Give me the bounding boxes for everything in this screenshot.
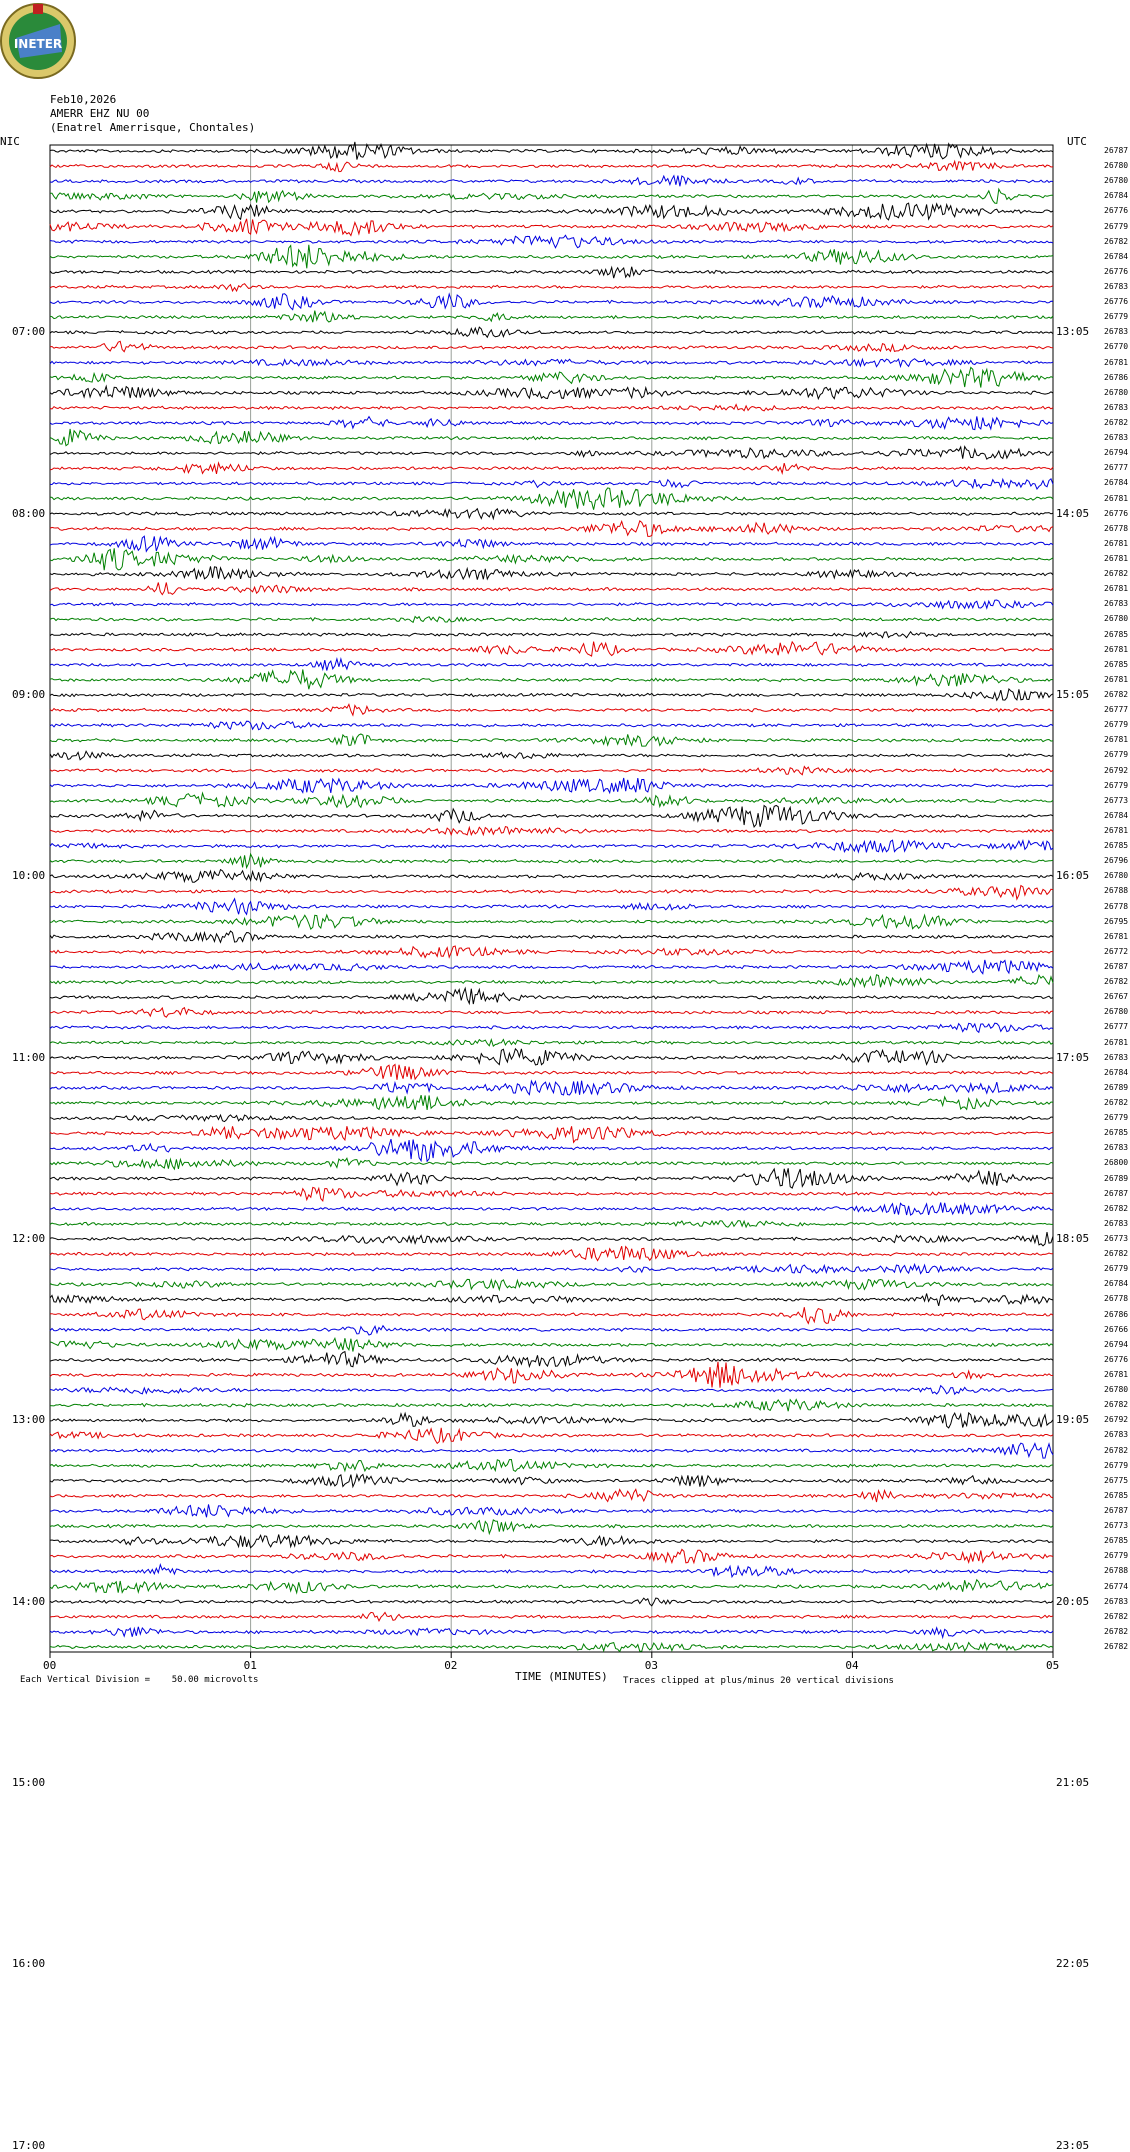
trace-value-label: 26789 bbox=[1104, 1173, 1129, 1183]
trace-value-label: 26792 bbox=[1104, 765, 1129, 775]
trace-value-label: 26777 bbox=[1104, 1022, 1129, 1032]
trace-line bbox=[50, 447, 1053, 460]
trace-line bbox=[50, 899, 1053, 915]
trace-line bbox=[50, 1428, 1053, 1444]
trace-line bbox=[50, 1065, 1053, 1080]
trace-line bbox=[50, 1049, 1053, 1065]
trace-value-label: 26780 bbox=[1104, 1007, 1129, 1017]
trace-line bbox=[50, 975, 1053, 988]
trace-line bbox=[50, 311, 1053, 323]
right-time-label: 16:05 bbox=[1056, 869, 1090, 883]
trace-line bbox=[50, 1362, 1053, 1388]
trace-value-label: 26784 bbox=[1104, 1279, 1129, 1289]
trace-line bbox=[50, 827, 1053, 835]
scale-note: Each Vertical Division = 50.00 microvolts bbox=[20, 1675, 259, 1685]
trace-line bbox=[50, 1580, 1053, 1593]
trace-line bbox=[50, 386, 1053, 398]
trace-value-label: 26782 bbox=[1104, 1098, 1129, 1107]
trace-value-label: 26788 bbox=[1104, 1566, 1129, 1576]
left-time-label: 13:00 bbox=[12, 1413, 46, 1427]
trace-line bbox=[50, 988, 1053, 1004]
trace-line bbox=[50, 536, 1053, 551]
trace-line bbox=[50, 1139, 1053, 1161]
trace-line bbox=[50, 1338, 1053, 1351]
trace-value-label: 26781 bbox=[1104, 826, 1129, 835]
trace-line bbox=[50, 1168, 1053, 1188]
trace-value-label: 26800 bbox=[1104, 1158, 1129, 1168]
trace-value-label: 26772 bbox=[1104, 946, 1129, 956]
trace-value-label: 26780 bbox=[1104, 871, 1129, 881]
trace-value-label: 26774 bbox=[1104, 1581, 1129, 1591]
trace-line bbox=[50, 734, 1053, 746]
trace-value-label: 26784 bbox=[1104, 810, 1129, 820]
trace-value-label: 26782 bbox=[1104, 1642, 1129, 1651]
trace-line bbox=[50, 778, 1053, 793]
trace-line bbox=[50, 327, 1053, 337]
trace-line bbox=[50, 1627, 1053, 1638]
trace-value-label: 26783 bbox=[1104, 1596, 1129, 1606]
trace-value-label: 26788 bbox=[1104, 886, 1129, 896]
trace-line bbox=[50, 1643, 1053, 1652]
trace-line bbox=[50, 751, 1053, 759]
left-time-label: 16:00 bbox=[12, 1957, 46, 1971]
trace-line bbox=[50, 463, 1053, 474]
trace-line bbox=[50, 1095, 1053, 1110]
trace-value-label: 26782 bbox=[1104, 569, 1129, 579]
trace-value-label: 26767 bbox=[1104, 992, 1129, 1002]
trace-line bbox=[50, 854, 1053, 868]
trace-value-label: 26783 bbox=[1104, 599, 1129, 609]
trace-value-label: 26776 bbox=[1104, 508, 1129, 518]
trace-value-label: 26782 bbox=[1104, 977, 1129, 987]
trace-value-label: 26776 bbox=[1104, 297, 1129, 307]
right-time-label: 20:05 bbox=[1056, 1594, 1090, 1608]
left-time-label: 12:00 bbox=[12, 1232, 46, 1245]
x-tick-label: 00 bbox=[43, 1659, 57, 1672]
trace-value-label: 26766 bbox=[1104, 1324, 1129, 1334]
x-tick-label: 04 bbox=[845, 1659, 859, 1672]
trace-value-label: 26783 bbox=[1104, 402, 1129, 412]
trace-line bbox=[50, 721, 1053, 730]
trace-line bbox=[50, 1598, 1053, 1606]
trace-value-label: 26782 bbox=[1104, 1611, 1129, 1621]
trace-line bbox=[50, 793, 1053, 807]
trace-value-label: 26783 bbox=[1104, 282, 1129, 291]
trace-value-label: 26785 bbox=[1104, 1128, 1129, 1138]
trace-value-label: 26783 bbox=[1104, 1218, 1129, 1228]
trace-line bbox=[50, 915, 1053, 929]
trace-value-label: 26782 bbox=[1104, 1445, 1129, 1455]
trace-value-label: 26781 bbox=[1104, 554, 1129, 563]
trace-line bbox=[50, 886, 1053, 900]
trace-value-label: 26787 bbox=[1104, 1506, 1129, 1515]
trace-line bbox=[50, 617, 1053, 623]
right-time-label: 15:05 bbox=[1056, 688, 1090, 701]
trace-line bbox=[50, 670, 1053, 690]
trace-value-label: 26779 bbox=[1104, 1264, 1129, 1274]
trace-line bbox=[50, 1279, 1053, 1289]
location-label: (Enatrel Amerrisque, Chontales) bbox=[50, 121, 256, 134]
trace-line bbox=[50, 219, 1053, 236]
trace-value-label: 26783 bbox=[1104, 1052, 1129, 1062]
trace-value-label: 26779 bbox=[1104, 312, 1129, 322]
trace-value-label: 26778 bbox=[1104, 523, 1129, 533]
trace-line bbox=[50, 632, 1053, 638]
trace-line bbox=[50, 176, 1053, 187]
trace-value-label: 26796 bbox=[1104, 856, 1129, 866]
trace-value-label: 26789 bbox=[1104, 1082, 1129, 1092]
trace-line bbox=[50, 1158, 1053, 1169]
right-time-label: 19:05 bbox=[1056, 1413, 1090, 1427]
trace-value-label: 26779 bbox=[1104, 1460, 1129, 1470]
trace-value-label: 26787 bbox=[1104, 1188, 1129, 1198]
trace-line bbox=[50, 405, 1053, 411]
trace-line bbox=[50, 805, 1053, 827]
trace-line bbox=[50, 870, 1053, 883]
trace-value-label: 26777 bbox=[1104, 705, 1129, 715]
trace-line bbox=[50, 1115, 1053, 1122]
trace-value-label: 26782 bbox=[1104, 236, 1129, 246]
trace-value-label: 26786 bbox=[1104, 372, 1129, 382]
trace-value-label: 26781 bbox=[1104, 493, 1129, 503]
trace-value-label: 26778 bbox=[1104, 901, 1129, 911]
trace-line bbox=[50, 600, 1053, 608]
trace-line bbox=[50, 235, 1053, 247]
trace-value-label: 26786 bbox=[1104, 1309, 1129, 1319]
trace-value-label: 26783 bbox=[1104, 433, 1129, 443]
trace-line bbox=[50, 642, 1053, 657]
trace-value-label: 26779 bbox=[1104, 720, 1129, 730]
trace-value-label: 26794 bbox=[1104, 1339, 1129, 1349]
trace-value-label: 26779 bbox=[1104, 1113, 1129, 1123]
right-time-label: 14:05 bbox=[1056, 506, 1090, 520]
trace-value-label: 26782 bbox=[1104, 1249, 1129, 1259]
trace-line bbox=[50, 1294, 1053, 1306]
trace-line bbox=[50, 1475, 1053, 1487]
trace-value-label: 26779 bbox=[1104, 1551, 1129, 1561]
trace-value-label: 26783 bbox=[1104, 1143, 1129, 1153]
trace-line bbox=[50, 931, 1053, 942]
trace-value-label: 26782 bbox=[1104, 418, 1129, 427]
trace-value-label: 26785 bbox=[1104, 659, 1129, 669]
right-time-label: 18:05 bbox=[1056, 1232, 1090, 1245]
right-zone-label: UTC bbox=[1067, 135, 1087, 148]
x-tick-label: 01 bbox=[243, 1659, 257, 1672]
trace-value-label: 26780 bbox=[1104, 1385, 1129, 1395]
trace-value-label: 26776 bbox=[1104, 266, 1129, 276]
trace-line bbox=[50, 767, 1053, 775]
trace-line bbox=[50, 161, 1053, 171]
trace-value-label: 26785 bbox=[1104, 1536, 1129, 1546]
trace-line bbox=[50, 1535, 1053, 1548]
trace-line bbox=[50, 566, 1053, 579]
trace-line bbox=[50, 1326, 1053, 1335]
trace-line bbox=[50, 341, 1053, 351]
trace-line bbox=[50, 1612, 1053, 1620]
trace-value-label: 26776 bbox=[1104, 1354, 1129, 1364]
trace-value-label: 26776 bbox=[1104, 206, 1129, 216]
trace-value-label: 26781 bbox=[1104, 584, 1129, 594]
trace-value-label: 26781 bbox=[1104, 538, 1129, 548]
trace-line bbox=[50, 367, 1053, 387]
trace-line bbox=[50, 1460, 1053, 1472]
trace-value-label: 26781 bbox=[1104, 674, 1129, 684]
trace-line bbox=[50, 1187, 1053, 1201]
trace-line bbox=[50, 1386, 1053, 1395]
station-label: AMERR EHZ NU 00 bbox=[50, 107, 150, 120]
right-time-label: 23:05 bbox=[1056, 2138, 1090, 2152]
trace-line bbox=[50, 1520, 1053, 1534]
right-time-label: 21:05 bbox=[1056, 1776, 1090, 1789]
trace-line bbox=[50, 203, 1053, 220]
left-zone-label: NIC bbox=[0, 135, 20, 148]
clip-note: Traces clipped at plus/minus 20 vertical divisions bbox=[623, 1676, 894, 1686]
trace-value-label: 26781 bbox=[1104, 1037, 1129, 1047]
trace-value-label: 26782 bbox=[1104, 1626, 1129, 1636]
trace-line bbox=[50, 1126, 1053, 1142]
plot-frame bbox=[50, 145, 1053, 1652]
trace-value-label: 26787 bbox=[1104, 146, 1129, 155]
trace-value-label: 26781 bbox=[1104, 644, 1129, 654]
left-time-label: 15:00 bbox=[12, 1776, 46, 1789]
trace-line bbox=[50, 1081, 1053, 1095]
trace-line bbox=[50, 245, 1053, 268]
trace-line bbox=[50, 1549, 1053, 1562]
trace-value-label: 26785 bbox=[1104, 841, 1129, 851]
trace-value-label: 26781 bbox=[1104, 735, 1129, 745]
trace-value-label: 26782 bbox=[1104, 1203, 1129, 1213]
trace-line bbox=[50, 189, 1053, 203]
trace-line bbox=[50, 416, 1053, 429]
trace-line bbox=[50, 946, 1053, 958]
trace-line bbox=[50, 284, 1053, 291]
trace-value-label: 26785 bbox=[1104, 1490, 1129, 1500]
trace-value-label: 26783 bbox=[1104, 1430, 1129, 1440]
trace-line bbox=[50, 359, 1053, 367]
trace-value-label: 26784 bbox=[1104, 191, 1129, 201]
left-time-label: 09:00 bbox=[12, 688, 46, 701]
trace-value-label: 26780 bbox=[1104, 387, 1129, 397]
trace-value-label: 26782 bbox=[1104, 1400, 1129, 1410]
trace-line bbox=[50, 429, 1053, 446]
logo-text: INETER bbox=[13, 37, 63, 51]
trace-line bbox=[50, 583, 1053, 595]
trace-line bbox=[50, 1246, 1053, 1260]
trace-value-label: 26775 bbox=[1104, 1475, 1129, 1485]
trace-value-label: 26780 bbox=[1104, 176, 1129, 186]
trace-value-label: 26770 bbox=[1104, 342, 1129, 352]
trace-value-label: 26792 bbox=[1104, 1415, 1129, 1425]
trace-line bbox=[50, 521, 1053, 537]
trace-line bbox=[50, 659, 1053, 671]
left-time-label: 11:00 bbox=[12, 1050, 46, 1064]
trace-line bbox=[50, 960, 1053, 974]
trace-line bbox=[50, 479, 1053, 489]
trace-value-label: 26784 bbox=[1104, 478, 1129, 488]
x-axis-title: TIME (MINUTES) bbox=[515, 1670, 608, 1683]
trace-line bbox=[50, 1232, 1053, 1246]
trace-line bbox=[50, 1413, 1053, 1428]
trace-value-label: 26784 bbox=[1104, 251, 1129, 261]
trace-value-label: 26781 bbox=[1104, 357, 1129, 367]
trace-value-label: 26779 bbox=[1104, 221, 1129, 231]
trace-value-label: 26787 bbox=[1104, 962, 1129, 971]
trace-value-label: 26779 bbox=[1104, 780, 1129, 790]
trace-line bbox=[50, 1400, 1053, 1412]
trace-value-label: 26780 bbox=[1104, 614, 1129, 624]
trace-value-label: 26773 bbox=[1104, 1234, 1129, 1243]
trace-value-label: 26785 bbox=[1104, 629, 1129, 639]
trace-line bbox=[50, 704, 1053, 715]
trace-line bbox=[50, 1203, 1053, 1216]
left-time-label: 17:00 bbox=[12, 2138, 46, 2152]
trace-line bbox=[50, 1040, 1053, 1047]
trace-line bbox=[50, 1489, 1053, 1502]
trace-value-label: 26773 bbox=[1104, 795, 1129, 805]
left-time-label: 14:00 bbox=[12, 1594, 46, 1608]
trace-value-label: 26779 bbox=[1104, 750, 1129, 760]
left-time-label: 08:00 bbox=[12, 506, 46, 520]
trace-value-label: 26795 bbox=[1104, 916, 1129, 926]
date-label: Feb10,2026 bbox=[50, 93, 117, 106]
left-time-label: 07:00 bbox=[12, 325, 46, 339]
trace-line bbox=[50, 488, 1053, 510]
trace-value-label: 26773 bbox=[1104, 1521, 1129, 1531]
trace-value-label: 26778 bbox=[1104, 1294, 1129, 1304]
trace-value-label: 26784 bbox=[1104, 1067, 1129, 1077]
trace-line bbox=[50, 509, 1053, 519]
trace-line bbox=[50, 294, 1053, 310]
right-time-label: 17:05 bbox=[1056, 1050, 1090, 1064]
left-time-label: 10:00 bbox=[12, 869, 46, 883]
trace-value-label: 26783 bbox=[1104, 327, 1129, 337]
trace-line bbox=[50, 1352, 1053, 1367]
trace-line bbox=[50, 840, 1053, 852]
trace-line bbox=[50, 548, 1053, 570]
x-tick-label: 03 bbox=[644, 1659, 659, 1672]
trace-value-label: 26777 bbox=[1104, 463, 1129, 473]
trace-line bbox=[50, 1443, 1053, 1458]
trace-line bbox=[50, 1565, 1053, 1577]
x-tick-label: 02 bbox=[444, 1659, 458, 1672]
trace-line bbox=[50, 1008, 1053, 1018]
right-time-label: 13:05 bbox=[1056, 325, 1090, 339]
trace-line bbox=[50, 689, 1053, 700]
trace-line bbox=[50, 1023, 1053, 1032]
x-tick-label: 05 bbox=[1046, 1659, 1060, 1672]
right-time-label: 22:05 bbox=[1056, 1957, 1090, 1971]
trace-line bbox=[50, 1307, 1053, 1323]
trace-line bbox=[50, 1504, 1053, 1517]
trace-value-label: 26782 bbox=[1104, 690, 1129, 699]
trace-value-label: 26781 bbox=[1104, 931, 1129, 941]
trace-line bbox=[50, 1221, 1053, 1228]
trace-line bbox=[50, 267, 1053, 278]
trace-line bbox=[50, 1264, 1053, 1273]
trace-value-label: 26794 bbox=[1104, 448, 1129, 458]
trace-value-label: 26780 bbox=[1104, 161, 1129, 171]
trace-value-label: 26781 bbox=[1104, 1370, 1129, 1379]
